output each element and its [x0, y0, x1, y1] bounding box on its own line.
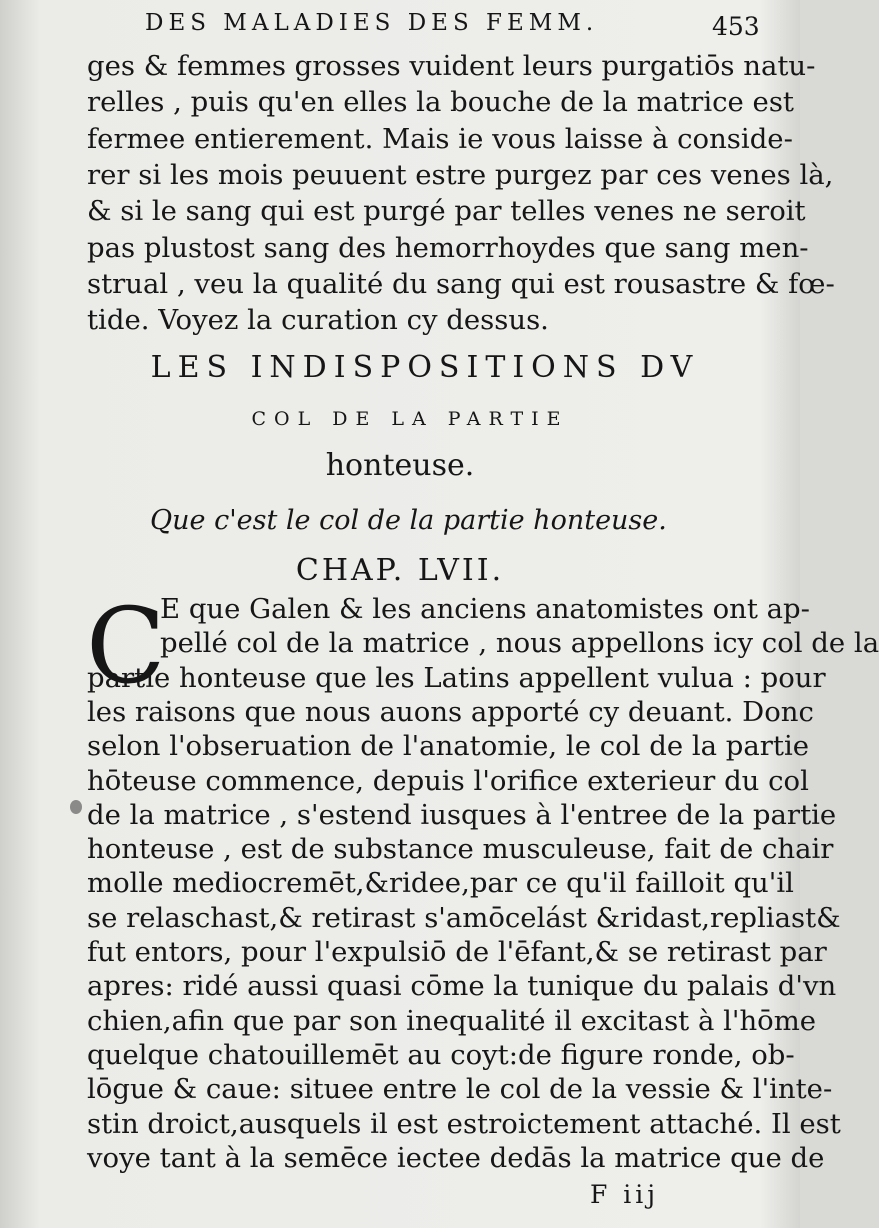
text-line: pellé col de la matrice , nous appellons icy col de la: [160, 627, 879, 660]
chapter-heading: CHAP. LVII.: [295, 553, 505, 588]
text-line: fermee entierement. Mais ie vous laisse à conside-: [87, 122, 793, 155]
text-line: stin droict,ausquels il est estroictement attaché. Il est: [87, 1107, 841, 1140]
text-line: fut entors, pour l'expulsiō de l'ēfant,& se retirast par: [87, 936, 827, 968]
section-heading-line-3: honteuse.: [325, 448, 475, 483]
text-line: E que Galen & les anciens anatomistes ont ap-: [160, 593, 810, 625]
text-line: de la matrice , s'estend iusques à l'entree de la partie: [87, 798, 837, 831]
text-line: selon l'obseruation de l'anatomie, le col de la partie: [87, 730, 810, 763]
text-line: molle mediocremēt,&ridee,par ce qu'il failloit qu'il: [87, 867, 794, 900]
text-line: chien,afin que par son inequalité il excitast à l'hōme: [87, 1004, 817, 1037]
text-line: voye tant à la semēce iectee dedās la matrice que de: [87, 1141, 825, 1174]
text-line: tide. Voyez la curation cy dessus.: [87, 304, 549, 337]
text-line: rer si les mois peuuent estre purgez par ces venes là,: [87, 158, 834, 191]
text-line: apres: ridé aussi quasi cōme la tunique du palais d'vn: [87, 970, 837, 1003]
text-line: partie honteuse que les Latins appellent vulua : pour: [87, 661, 826, 694]
text-line: ges & femmes grosses vuident leurs purgatiōs natu-: [87, 50, 816, 82]
text-line: relles , puis qu'en elles la bouche de la matrice est: [87, 86, 794, 119]
page-number: 453: [712, 12, 760, 41]
drop-cap: C: [86, 585, 166, 707]
text-line: lōgue & caue: situee entre le col de la vessie & l'inte-: [87, 1073, 833, 1106]
section-heading-line-1: LES INDISPOSITIONS DV: [150, 350, 700, 385]
text-line: pas plustost sang des hemorrhoydes que sang men-: [87, 231, 809, 264]
text-line: & si le sang qui est purgé par telles venes ne seroit: [87, 195, 806, 228]
section-subtitle: Que c'est le col de la partie honteuse.: [150, 505, 667, 536]
running-head: DES MALADIES DES FEMM.: [145, 10, 599, 36]
text-line: les raisons que nous auons apporté cy deuant. Donc: [87, 695, 814, 728]
text-line: hōteuse commence, depuis l'orifice exterieur du col: [87, 764, 809, 797]
text-line: quelque chatouillemēt au coyt:de figure ronde, ob-: [87, 1038, 795, 1071]
text-line: strual , veu la qualité du sang qui est rousastre & fœ-: [87, 267, 835, 300]
text-line: honteuse , est de substance musculeuse, fait de chair: [87, 833, 834, 866]
text-line: se relaschast,& retirast s'amōcelást &ridast,repliast&: [87, 901, 841, 934]
signature-mark: F iij: [590, 1180, 660, 1209]
section-heading-line-2: COL DE LA PARTIE: [251, 408, 569, 430]
binding-mark: [70, 800, 82, 814]
